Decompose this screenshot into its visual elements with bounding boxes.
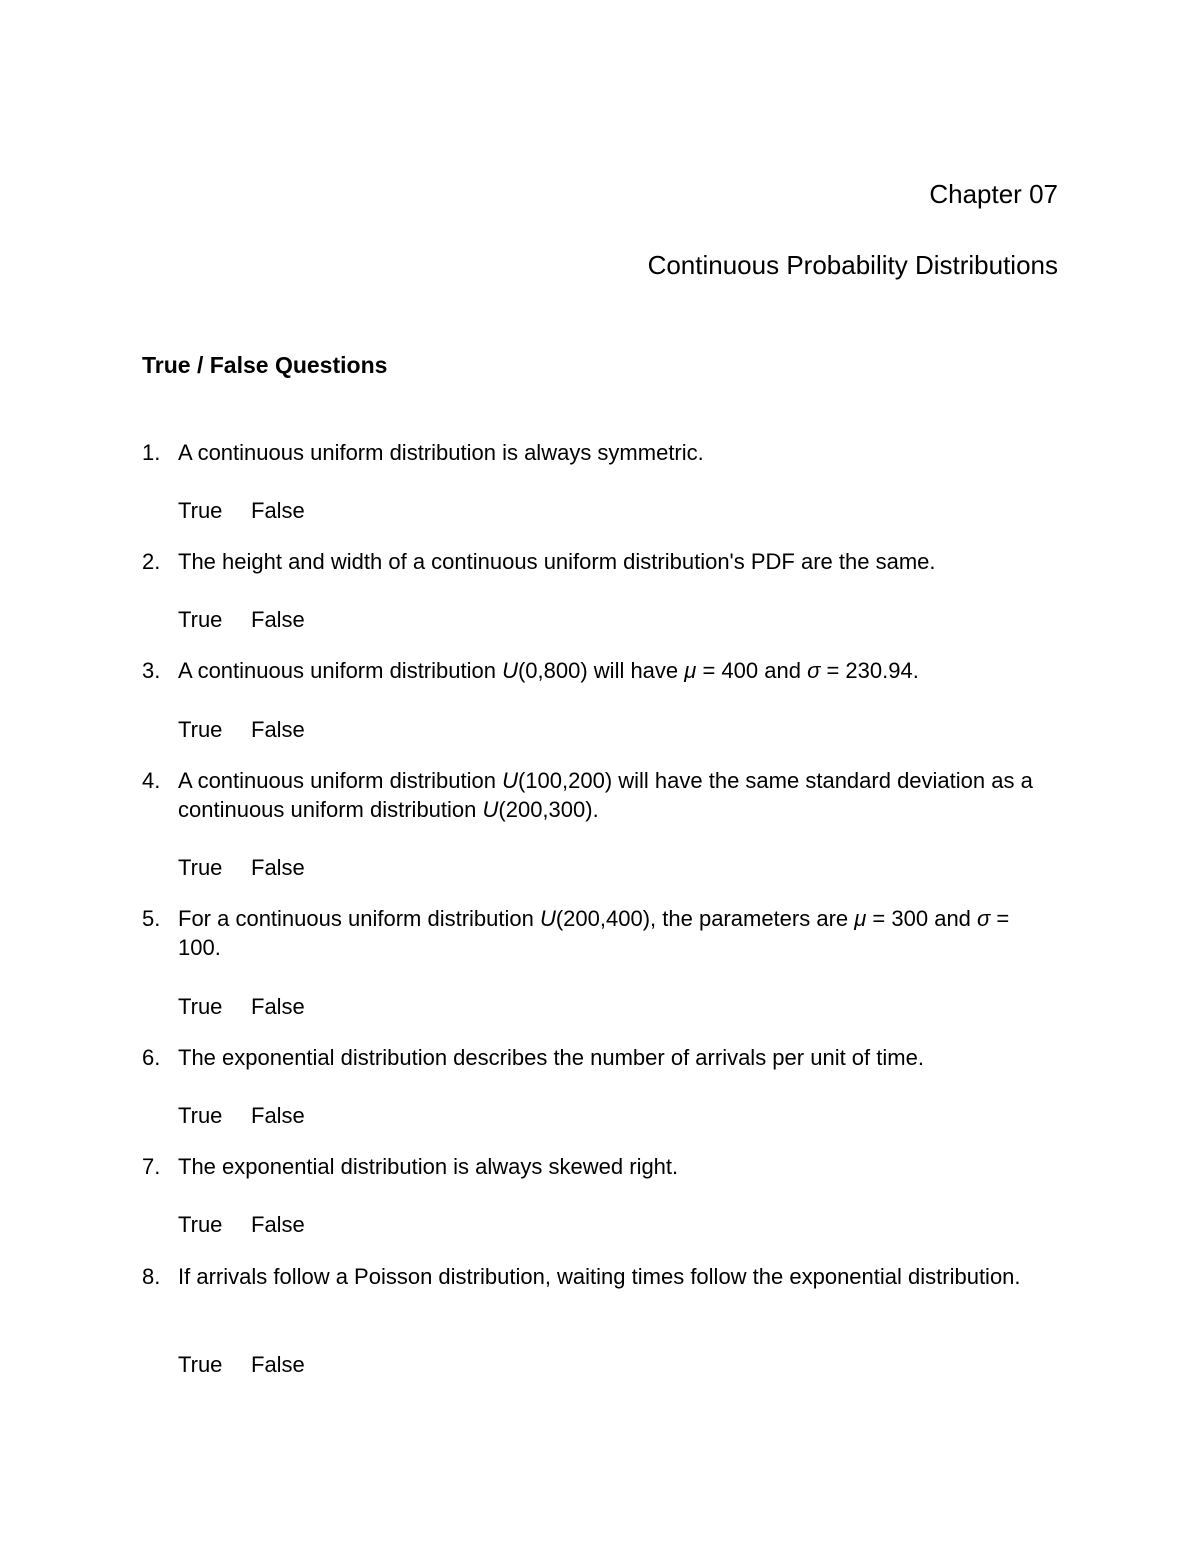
- option-false[interactable]: False: [251, 1352, 305, 1377]
- option-true[interactable]: True: [178, 607, 223, 632]
- option-false[interactable]: False: [251, 994, 305, 1019]
- question-6: [142, 1043, 1062, 1072]
- option-false[interactable]: False: [251, 855, 305, 880]
- question-text: The height and width of a continuous uniform distribution's PDF are the same.: [178, 549, 936, 574]
- question-number: 4.: [142, 768, 161, 793]
- option-true[interactable]: True: [178, 1103, 223, 1128]
- question-text: For a continuous uniform distribution U(200,400), the parameters are μ = 300 and σ = 100.: [178, 906, 1010, 960]
- answer-options-5: [178, 992, 305, 1021]
- answer-options-7: [178, 1210, 305, 1239]
- question-text: The exponential distribution is always skewed right.: [178, 1154, 679, 1179]
- answer-options-6: [178, 1101, 305, 1130]
- option-true[interactable]: True: [178, 855, 223, 880]
- section-heading: True / False Questions: [142, 352, 388, 378]
- question-4: [142, 766, 1062, 824]
- answer-options-4: [178, 853, 305, 882]
- question-8: [142, 1262, 1062, 1291]
- chapter-title: Continuous Probability Distributions: [647, 250, 1058, 280]
- chapter-label: Chapter 07: [929, 179, 1058, 209]
- answer-options-3: [178, 715, 305, 744]
- option-true[interactable]: True: [178, 717, 223, 742]
- option-true[interactable]: True: [178, 1352, 223, 1377]
- option-false[interactable]: False: [251, 717, 305, 742]
- option-true[interactable]: True: [178, 994, 223, 1019]
- question-number: 2.: [142, 549, 161, 574]
- question-number: 7.: [142, 1154, 161, 1179]
- question-text: A continuous uniform distribution U(0,800) will have μ = 400 and σ = 230.94.: [178, 658, 919, 683]
- question-1: [142, 438, 1062, 467]
- question-7: [142, 1152, 1062, 1181]
- option-false[interactable]: False: [251, 1103, 305, 1128]
- question-number: 5.: [142, 906, 161, 931]
- question-5: [142, 904, 1062, 962]
- answer-options-2: [178, 605, 305, 634]
- question-text: If arrivals follow a Poisson distribution, waiting times follow the exponential distribution.: [178, 1264, 1021, 1289]
- question-text: A continuous uniform distribution is always symmetric.: [178, 440, 704, 465]
- option-false[interactable]: False: [251, 607, 305, 632]
- question-text: A continuous uniform distribution U(100,200) will have the same standard deviation as a continuous uniform distribution U(200,300).: [178, 768, 1033, 822]
- option-false[interactable]: False: [251, 498, 305, 523]
- question-number: 6.: [142, 1045, 161, 1070]
- question-number: 1.: [142, 440, 161, 465]
- question-text: The exponential distribution describes the number of arrivals per unit of time.: [178, 1045, 924, 1070]
- answer-options-8: [178, 1350, 305, 1379]
- question-3: [142, 656, 1062, 685]
- option-true[interactable]: True: [178, 498, 223, 523]
- option-false[interactable]: False: [251, 1212, 305, 1237]
- question-number: 3.: [142, 658, 161, 683]
- answer-options-1: [178, 496, 305, 525]
- question-2: [142, 547, 1062, 576]
- option-true[interactable]: True: [178, 1212, 223, 1237]
- question-number: 8.: [142, 1264, 161, 1289]
